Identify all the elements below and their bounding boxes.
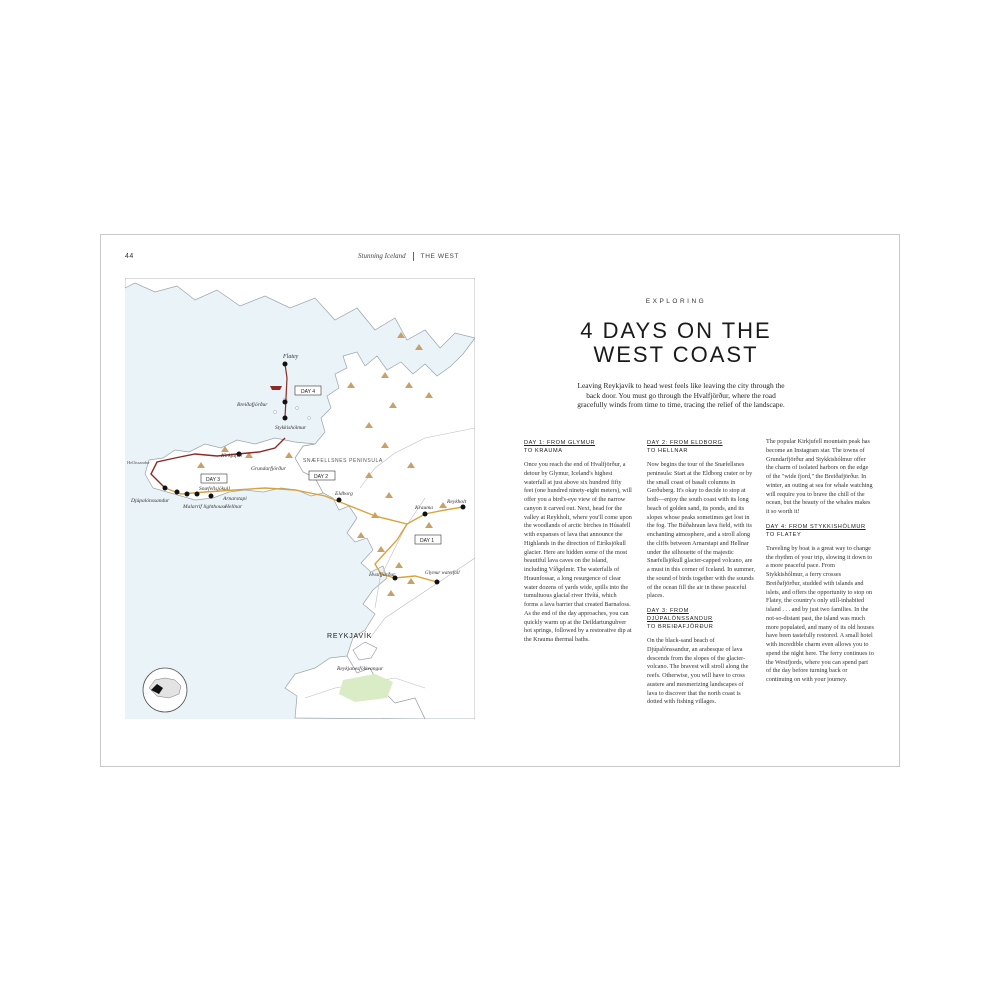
header-divider (413, 252, 414, 261)
day1-heading-line1: DAY 1: FROM GLYMUR (524, 440, 596, 446)
ferry-icon (270, 386, 282, 390)
day3-heading (647, 607, 755, 631)
day4-heading-line1: DAY 4: FROM STYKKISHÓLMUR (766, 523, 866, 530)
island (308, 417, 311, 420)
day1-heading (524, 439, 632, 455)
section-title: THE WEST (420, 253, 460, 261)
text-column-1 (524, 439, 632, 651)
text-column-3 (766, 438, 874, 691)
label-reykjanes: Reykjanesfólkvangur (337, 666, 384, 672)
label-eldborg: Eldborg (335, 491, 353, 497)
day2-heading (647, 439, 755, 455)
book-title: Stunning Iceland (358, 252, 406, 261)
day3-heading-line1: DAY 3: FROM DJÚPALÓNSSANDUR (647, 608, 713, 622)
article-title (531, 319, 821, 367)
title-line-1: 4 DAYS ON THE (580, 318, 772, 343)
day3-body: On the black-sand beach of Djúpalónssandur, an arabesque of lava descends from the slopes of the glacier-volcano. The bravest will stroll along the reefs. Otherwise, you will have to cross austere and mesmerizing landscapes of lava to discover that the north coast is dotted with fishing villages. (647, 637, 749, 706)
label-glymur: Glymur waterfall (425, 571, 460, 576)
day2-heading-line2: TO HELLNAR (647, 448, 689, 454)
page-number: 44 (125, 253, 134, 260)
label-hellissandur: Hellissandur (127, 460, 150, 465)
label-day1: DAY 1 (420, 538, 434, 544)
day1-body: Once you reach the end of Hvalfjörður, a detour by Glymur, Iceland's highest waterfall at just above six hundred fifty feet (one hundred ninety-eight meters), will offer you a bird's-eye view of the narrow canyon it carved out. Next, head for the valley at Reykholt, where you'll come upon the woodlands of arctic birches in Húsafell with expanses of lava that announce the Highlands in the direction of Eiríksjökull glacier. Here are hidden some of the most beautiful lava caves on the island, including Víðgelmir. The waterfalls of Hraunfossar, a long resurgence of clear water dozens of yards wide, spills into the tumultuous glacial river Hvítá, which forms a lava barrier that created Barnafoss. As the end of the day approaches, you can quickly warm up at the Deildartunguhver hot springs, followed by a restorative dip at the Krauma thermal baths. (524, 461, 632, 643)
article-intro: Leaving Reykjavík to head west feels like leaving the city through the back door. You must go through the Hvalfjörður, where the road gracefully winds from time to time, tracing the relief of the landscape. (577, 381, 785, 410)
title-line-2: WEST COAST (593, 342, 759, 367)
island (296, 407, 299, 410)
label-day2: DAY 2 (314, 474, 328, 480)
day2-heading-line1: DAY 2: FROM ELDBORG (647, 440, 723, 446)
label-hellnar: Hellnar (225, 504, 243, 510)
day2-body: Now begins the tour of the Snæfellsnes peninsula: Start at the Eldborg crater or by the small coast of basalt columns in Gerðuberg. It's okay to decide to stop at both—enjoy the south coast with its long beach of golden sand, its ponds, and its slopes whose peaks sometimes get lost in the fog. The Búðahraun lava field, with its enchanting atmosphere, and a stroll along the cliffs between Arnarstapi and Hellnar under the silhouette of the majestic Snæfellsjökull glacier-capped volcano, are a must in this corner of Iceland. In summer, the sound of birds together with the sounds of the ocean fill the air in these peaceful places. (647, 461, 756, 600)
label-djupalonssandur: Djúpalónssandur (131, 498, 170, 504)
label-reykholt: Reykholt (447, 499, 467, 505)
label-malarrif: Malarrif lighthouse (183, 504, 227, 510)
label-stykkisholmur: Stykkishólmur (275, 425, 307, 431)
iceland-locator-inset (143, 668, 187, 712)
day1-heading-line2: TO KRAUMA (524, 448, 563, 454)
day4-body: Traveling by boat is a great way to change the rhythm of your trip, slowing it down to a more peaceful pace. From Stykkishólmur, a ferry crosses Breiðafjörður, studded with islands and islets, and offers the opportunity to stop on Flatey, the country's only still-inhabited island . . . and by just two families. In the not-so-distant past, the island was much more populated, and many of its old houses have been tastefully restored. A small hotel with incredible charm even allows you to spend the night here. The ferry continues to the Westfjords, where you can spend part of the day before turning back or continuing on with your journey. (766, 544, 874, 683)
label-arnarstapi: Arnarstapi (223, 496, 247, 502)
day3-heading-line2: TO BREIÐAFJÖRÐUR (647, 624, 714, 630)
label-grundarfjordur: Grundarfjörður (251, 466, 286, 472)
label-krauma: Krauma (415, 505, 434, 511)
island (273, 410, 276, 413)
article-kicker: EXPLORING (645, 298, 707, 305)
west-coast-map (125, 278, 475, 719)
label-hvalfjordur: Hvalfjörður (369, 572, 396, 578)
label-kirkjufell: Kirkjufell (221, 453, 243, 459)
map-svg (125, 278, 475, 719)
label-snaefellsjokull: Snæfellsjökull (199, 486, 230, 492)
day4-heading-line2: TO FLATEY (766, 531, 802, 538)
col3-intro: The popular Kirkjufell mountain peak has become an Instagram star. The towns of Grundarfjörður and Stykkishólmur offer the charm of isolated harbors on the edge of the "wide fjord," the Breiðafjörður. In winter, an outing at sea for whale watching will require you to brave the chill of the ocean, but the beauty of the whales makes it so worth it! (766, 438, 873, 515)
label-peninsula: SNÆFELLSNES PENINSULA (303, 458, 383, 464)
running-header (358, 252, 478, 261)
label-day4: DAY 4 (301, 389, 315, 395)
label-breidafjordur: Breiðafjörður (237, 402, 268, 408)
label-day3: DAY 3 (206, 477, 220, 483)
label-flatey: Flatey (283, 354, 299, 360)
label-reykjavik: REYKJAVÍK (327, 633, 373, 640)
text-column-2 (647, 439, 755, 713)
book-spread (100, 234, 900, 767)
day4-heading (766, 523, 874, 539)
